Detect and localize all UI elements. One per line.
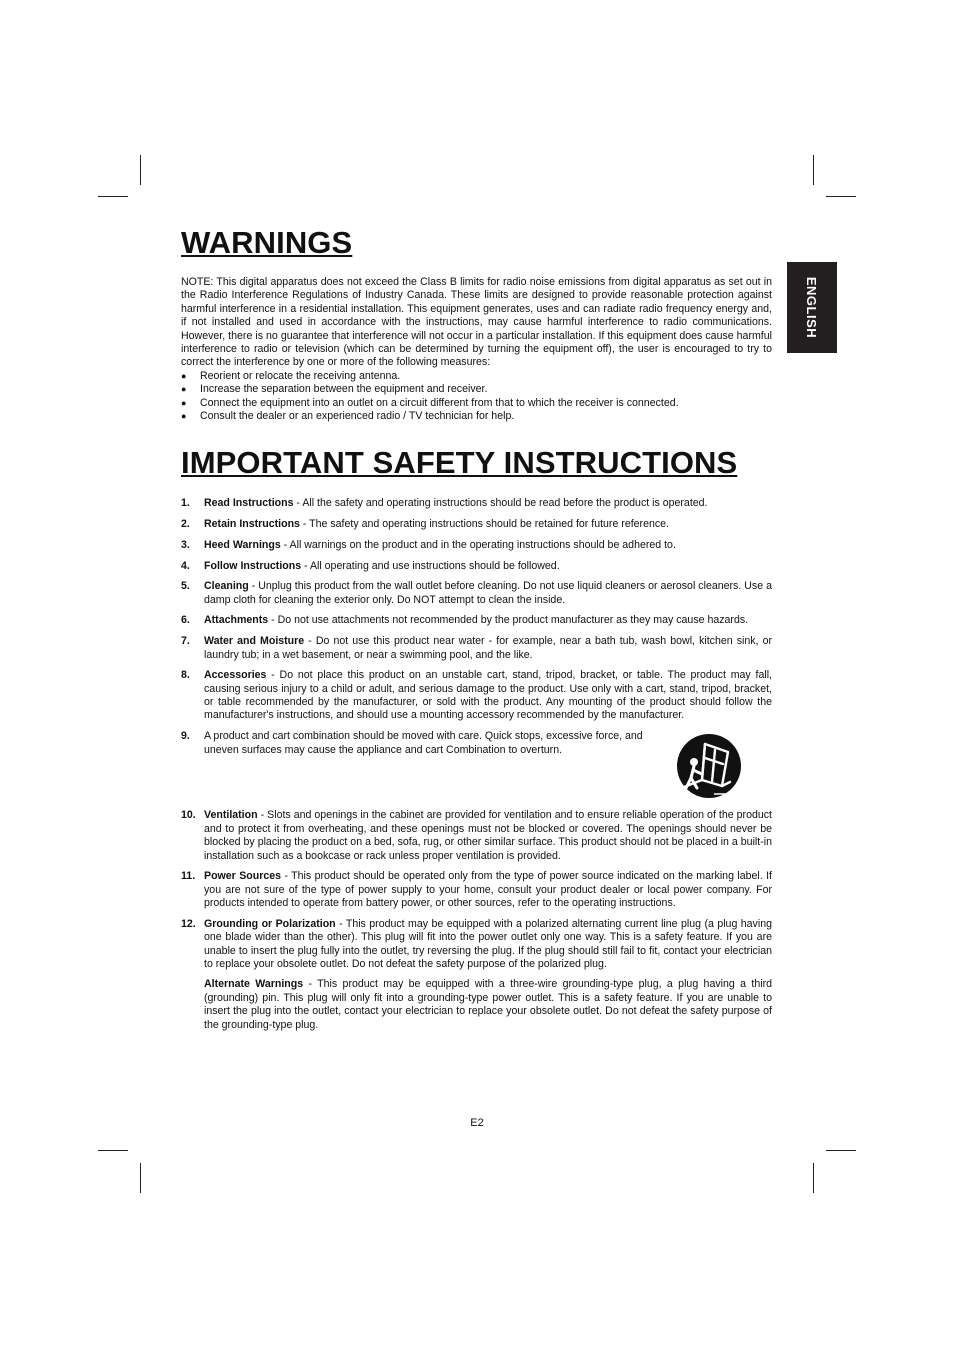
list-item: 3. Heed Warnings - All warnings on the product and in the operating instructions should be adhered to. xyxy=(181,538,676,551)
alternate-warnings: Alternate Warnings - This product may be equipped with a three-wire grounding-type plug, a plug having a third (grounding) pin. This plug will only fit into a grounding-type power outlet. This is a safety feature. If you are unable to insert the plug into the outlet, contact your electrician to replace your obsolete outlet. Do not defeat the safety purpose of the grounding-type plug. xyxy=(204,978,772,1031)
list-item: ● Connect the equipment into an outlet on a circuit different from that to which the receiver is connected. xyxy=(181,396,679,409)
crop-mark xyxy=(826,1150,856,1151)
item-title: Retain Instructions xyxy=(204,518,300,531)
item-title: Alternate Warnings xyxy=(204,978,304,991)
page-content xyxy=(181,225,772,1039)
crop-mark xyxy=(140,155,141,185)
warnings-heading: WARNINGS xyxy=(181,225,353,260)
crop-mark xyxy=(826,196,856,197)
page-number: E2 xyxy=(470,1117,484,1129)
measures-list xyxy=(181,370,772,424)
crop-mark xyxy=(813,155,814,185)
list-item: 7. Water and Moisture - Do not use this product near water - for example, near a bath tub, wash bowl, kitchen sink, or laundry tub; in a wet basement, or near a swimming pool, and the like. xyxy=(181,635,772,661)
list-item: ● Reorient or relocate the receiving antenna. xyxy=(181,369,401,382)
list-item: 12. Grounding or Polarization - This product may be equipped with a polarized alternating current line plug (a plug having one blade wider than the other). This plug will fit into the power outlet only one way. This is a safety feature. If you are unable to insert the plug fully into the outlet, try reversing the plug. If the plug should still fail to fit, contact your electrician to replace your obsolete outlet. Do not defeat the safety purpose of the polarized plug. Alternate Warnings - This product may be equipped with a three-wire grounding-type plug, a plug having a third (grounding) pin. This plug will only fit into a grounding-type power outlet. This is a safety feature. If you are unable to insert the plug into the outlet, contact your electrician to replace your obsolete outlet. Do not defeat the safety purpose of the grounding-type plug. xyxy=(181,917,772,1031)
cart-tip-over-warning-icon xyxy=(672,730,747,800)
item-title: Read Instructions xyxy=(204,497,294,510)
bullet-icon: ● xyxy=(181,397,187,408)
list-item: 1. Read Instructions - All the safety and operating instructions should be read before the product is operated. xyxy=(181,497,708,510)
item-title: Cleaning xyxy=(204,580,249,593)
bullet-icon: ● xyxy=(181,411,187,422)
crop-mark xyxy=(140,1163,141,1193)
item-title: Grounding or Polarization xyxy=(204,917,336,930)
crop-mark xyxy=(813,1163,814,1193)
list-item: 11. Power Sources - This product should be operated only from the type of power source indicated on the marking label. If you are not sure of the type of power supply to your home, consult your product dealer or local power company. For products intended to operate from battery power, or other sources, refer to the operating instructions. xyxy=(181,870,773,910)
item-title: Attachments xyxy=(204,614,269,627)
list-item: 5. Cleaning - Unplug this product from the wall outlet before cleaning. Do not use liquid cleaners or aerosol cleaners. Use a damp cloth for cleaning the exterior only. Do NOT attempt to clean the inside. xyxy=(181,580,772,606)
bullet-icon: ● xyxy=(181,370,187,381)
language-tab xyxy=(787,262,837,353)
safety-instructions-list xyxy=(181,497,772,1032)
crop-mark xyxy=(98,196,128,197)
list-item: ● Increase the separation between the equipment and receiver. xyxy=(181,383,488,396)
item-title: Accessories xyxy=(204,669,267,682)
list-item: 9. A product and cart combination should be moved with care. Quick stops, excessive force, and uneven surfaces may cause the appliance and cart Combination to overturn. xyxy=(181,730,772,802)
item-title: Water and Moisture xyxy=(204,635,305,648)
language-tab-label: ENGLISH xyxy=(804,276,820,339)
list-item: 2. Retain Instructions - The safety and operating instructions should be retained for future reference. xyxy=(181,518,669,531)
item-title: Heed Warnings xyxy=(204,538,281,551)
list-item: ● Consult the dealer or an experienced radio / TV technician for help. xyxy=(181,410,515,423)
item-title: Ventilation xyxy=(204,809,258,822)
list-item: 4. Follow Instructions - All operating and use instructions should be followed. xyxy=(181,559,560,572)
item-title: Follow Instructions xyxy=(204,559,302,572)
list-item: 6. Attachments - Do not use attachments not recommended by the product manufacturer as they may cause hazards. xyxy=(181,614,749,627)
item-title: Power Sources xyxy=(204,870,282,883)
bullet-icon: ● xyxy=(181,384,187,395)
crop-mark xyxy=(98,1150,128,1151)
list-item: 10. Ventilation - Slots and openings in the cabinet are provided for ventilation and to ensure reliable operation of the product and to protect it from overheating, and these openings must not be blocked or covered. The openings should never be blocked by placing the product on a bed, sofa, rug, or other similar surface. This product should not be placed in a built-in installation such as a bookcase or rack unless proper ventilation is provided. xyxy=(181,809,772,862)
list-item: 8. Accessories - Do not place this product on an unstable cart, stand, tripod, bracket, or table. The product may fall, causing serious injury to a child or adult, and serious damage to the product. Use only with a cart, stand, tripod, bracket, or table recommended by the manufacturer, or sold with the product. Any mounting of the product should follow the manufacturer's instructions, and should use a mounting accessory recommended by the manufacturer. xyxy=(181,669,772,722)
warnings-note: NOTE: This digital apparatus does not exceed the Class B limits for radio noise emissions from digital apparatus as set out in the Radio Interference Regulations of Industry Canada. These limits are designed to provide reasonable protection against harmful interference in a residential installation. This equipment generates, uses and can radiate radio frequency energy and, if not installed and used in accordance with the instructions, may cause harmful interference to radio communications. However, there is no guarantee that interference will not occur in a particular installation. If this equipment does cause harmful interference to radio or television (which can be determined by turning the equipment off), the user is encouraged to try to correct the interference by one or more of the following measures: xyxy=(181,276,772,369)
safety-heading: IMPORTANT SAFETY INSTRUCTIONS xyxy=(181,445,738,481)
